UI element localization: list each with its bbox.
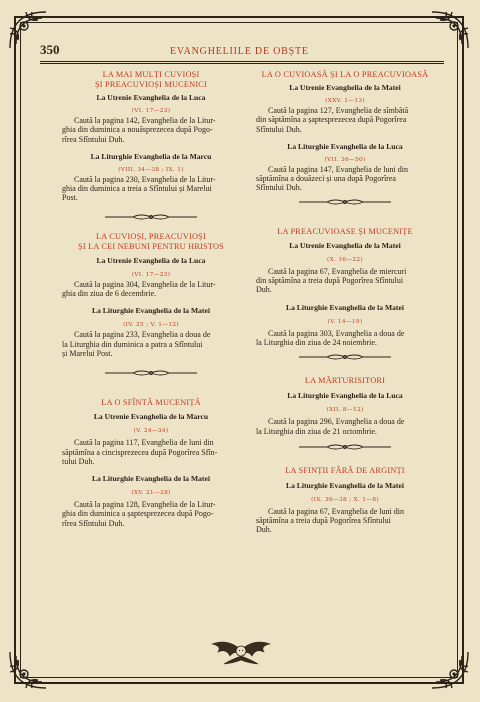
section-title: ȘI PREACUVIOȘI MUCENICI [94, 80, 207, 89]
paragraph-line: la Liturghia din ziua de 24 noiembrie. [256, 337, 377, 347]
paragraph-line: Caută la pagina 117, Evanghelia de luni din [74, 438, 214, 448]
reading-heading: La Liturghie Evanghelia de la Matei [92, 306, 210, 316]
reading-heading: La Liturghie Evanghelia de la Luca [287, 391, 403, 401]
right-column [256, 70, 434, 535]
paragraph-line: Duh. [256, 285, 272, 295]
paragraph-line: săptămîna a douăzeci și una după Pogorîrea [256, 174, 396, 184]
section-title: LA MĂRTURISITORI [304, 376, 386, 386]
paragraph-line: Caută la pagina 128, Evanghelia de la Litur- [74, 500, 216, 510]
header-rule [40, 63, 444, 64]
paragraph-line: rîrea Sfîntului Duh. [62, 518, 125, 528]
reading-heading: La Utrenie Evanghelia de la Matei [289, 83, 401, 92]
section-cuviosi-nebuni [62, 232, 240, 358]
scripture-reference: (IV. 25 ; V. 1—12) [123, 322, 179, 329]
paragraph-line: și Marelui Post. [62, 348, 113, 358]
scripture-reference: (VI. 17—23) [131, 271, 171, 278]
header-rule [40, 61, 444, 62]
paragraph-line: Caută la pagina 233, Evanghelia a doua de [74, 330, 211, 340]
ornamental-divider-icon [256, 352, 434, 362]
paragraph-line: Caută la pagina 296, Evanghelia a doua de [268, 417, 405, 427]
winged-cherub-icon [208, 636, 274, 666]
paragraph-line: Duh. [256, 525, 272, 535]
paragraph-line: săptămîna a treia după Pogorîrea Sfîntului [256, 516, 391, 526]
section-preacuvioase-mucenite [256, 227, 434, 347]
paragraph-line: Caută la pagina 142, Evanghelia de la Litur- [74, 116, 216, 125]
paragraph-line: din săptămîna a treia după Pogorîrea Sfîntului [256, 276, 404, 286]
reading-heading: La Utrenie Evanghelia de la Marcu [93, 412, 209, 422]
paragraph-line: Caută la pagina 230, Evanghelia de la Litur- [74, 174, 216, 184]
paragraph-line: Post. [62, 193, 78, 203]
reading-heading: La Liturghie Evanghelia de la Luca [287, 141, 403, 151]
scripture-reference: (XXV. 1—13) [325, 98, 365, 104]
scripture-reference: (XII. 8—12) [326, 407, 364, 414]
corner-ornament-icon [6, 646, 52, 692]
ornamental-divider-icon [256, 442, 434, 452]
paragraph-line: ghia din duminica a șaptesprezecea după Pogo- [62, 509, 214, 519]
scripture-reference: (X. 16—22) [327, 256, 363, 263]
reading-heading: La Utrenie Evanghelia de la Luca [96, 93, 206, 102]
section-title: LA PREACUVIOASE ȘI MUCENIȚE [277, 226, 413, 236]
scripture-reference: (XV. 21—28) [131, 490, 171, 497]
scripture-reference: (V. 14—19) [327, 318, 363, 325]
ornamental-divider-icon [256, 197, 434, 207]
ornamental-divider-icon [62, 368, 240, 378]
paragraph-line: la Liturghia din duminica a patra a Sfîntului [62, 339, 203, 349]
section-title: LA CUVIOȘI, PREACUVIOȘI [96, 231, 206, 241]
reading-heading: La Liturghie Evanghelia de la Matei [286, 302, 404, 312]
section-sfinta-mucenita [62, 398, 240, 528]
paragraph-line: ghia din duminica a nouăsprezecea după Pogo- [62, 125, 213, 135]
paragraph-line: tului Duh. [62, 456, 95, 466]
paragraph-line: din săptămîna a șaptesprezecea după Pogorîrea [256, 115, 407, 125]
running-head: EVANGHELIILE DE OBȘTE [170, 46, 309, 57]
paragraph-line: ghia din duminica a treia a Sfîntului și Marelui [62, 184, 212, 194]
reading-heading: La Utrenie Evanghelia de la Matei [289, 240, 401, 250]
section-marturisitori [256, 376, 434, 436]
page-header [40, 40, 440, 62]
paragraph-line: Caută la pagina 303, Evanghelia a doua de [268, 328, 405, 338]
reading-heading: La Liturghie Evanghelia de la Matei [286, 480, 404, 490]
ornamental-divider-icon [62, 212, 240, 222]
paragraph-line: Caută la pagina 67, Evanghelia de miercuri [268, 266, 407, 276]
section-fara-de-arginti [256, 466, 434, 535]
paragraph-line: rîrea Sfîntului Duh. [62, 134, 125, 144]
section-title: ȘI LA CEI NEBUNI PENTRU HRISTOS [78, 241, 224, 251]
paragraph-line: la Liturghia din ziua de 21 octombrie. [256, 426, 377, 436]
scripture-reference: (VII. 36—50) [324, 156, 366, 163]
section-title: LA O SFÎNTĂ MUCENIȚĂ [101, 398, 201, 408]
paragraph-line: Caută la pagina 67, Evanghelia de luni din [268, 506, 404, 516]
reading-heading: La Liturghie Evanghelia de la Matei [92, 474, 210, 484]
section-title: LA MAI MULȚI CUVIOȘI [102, 70, 200, 79]
section-mai-multi-cuviosi [62, 70, 240, 203]
scripture-reference: (IX. 36—38 ; X. 1—8) [311, 496, 379, 503]
paragraph-line: Sfîntului Duh. [256, 183, 302, 193]
paragraph-line: Caută la pagina 304, Evanghelia de la Litur- [74, 279, 216, 289]
section-cuvioasa [256, 70, 434, 193]
scripture-reference: (V. 24—34) [133, 428, 169, 435]
scripture-reference: (VIII. 34—38 ; IX. 1) [118, 166, 184, 173]
reading-heading: La Utrenie Evanghelia de la Luca [96, 255, 206, 265]
reading-heading: La Liturghie Evanghelia de la Marcu [90, 151, 212, 161]
section-title: LA O CUVIOASĂ ȘI LA O PREACUVIOASĂ [261, 70, 429, 79]
paragraph-line: Caută la pagina 147, Evanghelia de luni din [268, 164, 408, 174]
paragraph-line: Caută la pagina 127, Evanghelia de sîmbătă [268, 106, 409, 115]
page-number: 350 [40, 42, 60, 57]
scripture-reference: (VI. 17—23) [131, 108, 171, 114]
paragraph-line: săptămîna a cincisprezecea după Pogorîrea Sfîn- [62, 447, 218, 457]
corner-ornament-icon [426, 646, 472, 692]
left-column [62, 70, 240, 528]
section-title: LA SFINȚII FĂRĂ DE ARGINȚI [285, 465, 405, 475]
paragraph-line: Sfîntului Duh. [256, 124, 302, 134]
paragraph-line: ghia din ziua de 6 decembrie. [62, 289, 157, 299]
